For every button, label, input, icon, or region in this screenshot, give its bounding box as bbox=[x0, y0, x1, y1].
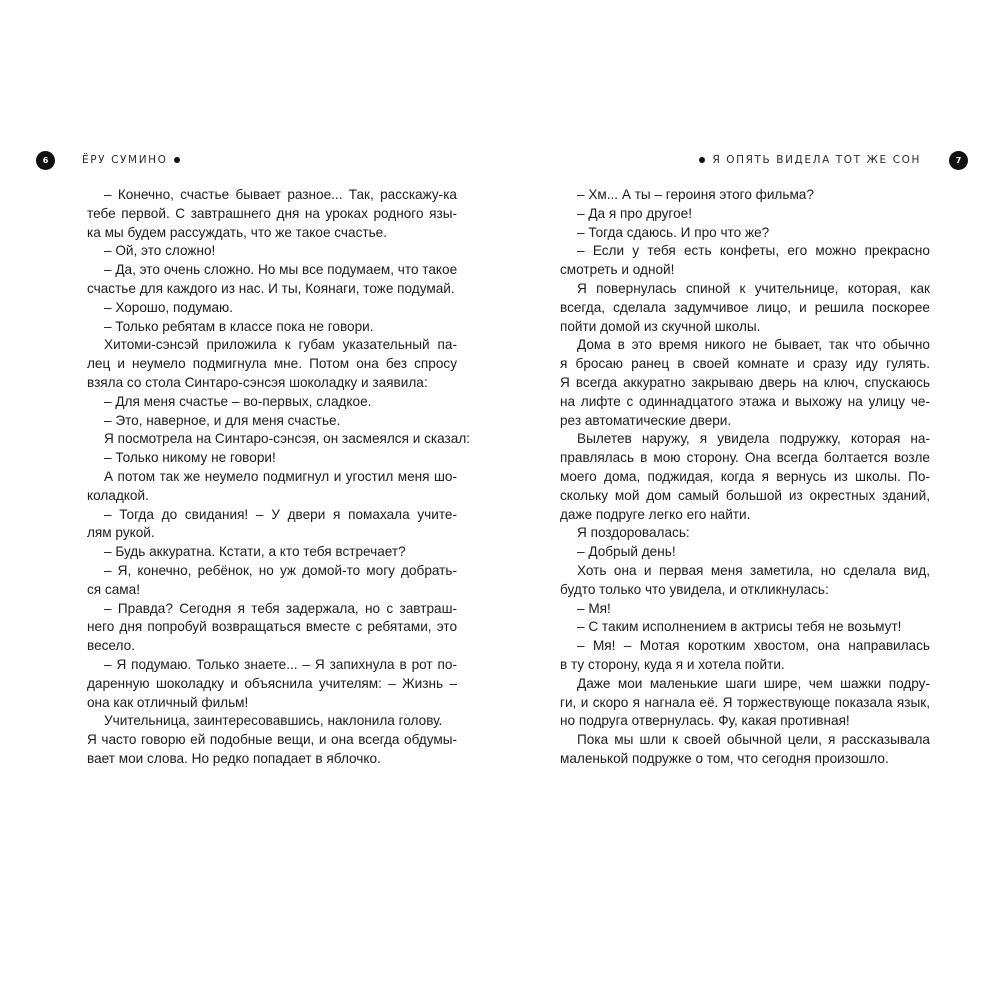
text-line: взяла со стола Синтаро-сэнсэя шоколадку и заявила: bbox=[87, 374, 428, 390]
text-line: смотреть и одной! bbox=[560, 262, 675, 278]
text-line: рез автоматические двери. bbox=[560, 412, 732, 428]
text-line: моего дома, поджидая, когда я вернусь из школы. По- bbox=[560, 468, 930, 484]
text-line: я бросаю ранец в своей комнате и сразу иду гулять. bbox=[560, 356, 930, 372]
text-line: – Правда? Сегодня я тебя задержала, но с завтраш- bbox=[104, 600, 457, 616]
text-line: – Мя! bbox=[577, 600, 611, 616]
text-line: – Да, это очень сложно. Но мы все подумаем, что такое bbox=[104, 262, 458, 278]
text-line: весело. bbox=[87, 638, 135, 654]
text-line: – Ой, это сложно! bbox=[104, 243, 216, 259]
text-line: Я повернулась спиной к учительнице, которая, как bbox=[577, 280, 930, 296]
text-line: будто только что увидела, и откликнулась: bbox=[560, 581, 829, 597]
text-line: вает мои слова. Но редко попадает в яблочко. bbox=[87, 750, 381, 766]
left-page-text bbox=[87, 186, 471, 769]
text-line: Вылетев наружу, я увидела подружку, которая на- bbox=[577, 431, 930, 447]
right-header-dot-icon bbox=[699, 157, 705, 163]
left-page-number: 6 bbox=[36, 151, 55, 170]
text-line: – Если у тебя есть конфеты, его можно прекрасно bbox=[577, 243, 930, 259]
text-line: счастье для каждого из нас. И ты, Коянаги, тоже подумай. bbox=[87, 280, 455, 296]
text-line: на лифте с одиннадцатого этажа и выхожу на улицу че- bbox=[560, 393, 930, 409]
text-line: – С таким исполнением в актрисы тебя не возьмут! bbox=[577, 619, 902, 635]
text-line: – Конечно, счастье бывает разное... Так, расскажу-ка bbox=[104, 187, 457, 202]
text-line: Я часто говорю ей подобные вещи, и она всегда обдумы- bbox=[87, 732, 457, 748]
text-line: всегда, сделала задумчивое лицо, и решила поскорее bbox=[560, 299, 930, 315]
left-running-header bbox=[36, 150, 180, 170]
text-line: – Тогда сдаюсь. И про что же? bbox=[577, 224, 770, 240]
text-line: ка мы будем рассуждать, что же такое счастье. bbox=[87, 224, 388, 240]
text-line: – Я подумаю. Только знаете... – Я запихнула в рот по- bbox=[104, 656, 457, 672]
text-line: – Только ребятам в классе пока не говори. bbox=[104, 318, 374, 334]
text-line: Пока мы шли к своей обычной цели, я рассказывала bbox=[577, 732, 930, 748]
text-line: – Хм... А ты – героиня этого фильма? bbox=[577, 187, 814, 202]
text-line: маленькой подружке о том, что сегодня произошло. bbox=[560, 750, 889, 766]
text-line: А потом так же неумело подмигнул и угостил меня шо- bbox=[104, 468, 457, 484]
text-line: в ту сторону, куда я и хотела пойти. bbox=[560, 656, 785, 672]
text-line: – Это, наверное, и для меня счастье. bbox=[104, 412, 341, 428]
text-line: даже подруге легко его найти. bbox=[560, 506, 751, 522]
text-line: Хоть она и первая меня заметила, но сделала вид, bbox=[577, 562, 930, 578]
text-line: – Добрый день! bbox=[577, 544, 676, 560]
text-line: пойти домой из скучной школы. bbox=[560, 318, 761, 334]
text-line: Хитоми-сэнсэй приложила к губам указательный па- bbox=[104, 337, 457, 353]
text-line: лец и неумело подмигнула мне. Потом она без спросу bbox=[87, 356, 457, 372]
text-line: Учительница, заинтересовавшись, наклонила голову. bbox=[104, 713, 443, 729]
text-line: – Да я про другое! bbox=[577, 205, 692, 221]
text-line: – Будь аккуратна. Кстати, а кто тебя встречает? bbox=[104, 544, 406, 560]
left-header-title: ЁРУ СУМИНО bbox=[82, 154, 168, 166]
right-running-header bbox=[699, 150, 968, 170]
text-line: – Для меня счастье – во-первых, сладкое. bbox=[104, 393, 372, 409]
right-header-title: Я ОПЯТЬ ВИДЕЛА ТОТ ЖЕ СОН bbox=[712, 154, 921, 166]
text-line: Я всегда аккуратно закрываю дверь на ключ, спускаюсь bbox=[560, 374, 930, 390]
text-line: скольку мой дом самый большой из окрестных зданий, bbox=[560, 487, 930, 503]
text-line: – Мя! – Мотая коротким хвостом, она направилась bbox=[577, 638, 930, 654]
right-page-text bbox=[560, 186, 930, 769]
text-line: Я посмотрела на Синтаро-сэнсэя, он засмеялся и сказал: bbox=[104, 431, 471, 447]
text-line: Даже мои маленькие шаги шире, чем шажки подру- bbox=[577, 675, 930, 691]
text-line: лям рукой. bbox=[87, 525, 155, 541]
text-line: правлялась в мою сторону. Она всегда болтается возле bbox=[560, 450, 930, 466]
text-line: даренную шоколадку и объяснила учителям: – Жизнь – bbox=[87, 675, 457, 691]
text-line: но подруга отвернулась. Фу, какая противная! bbox=[560, 713, 850, 729]
text-line: – Тогда до свидания! – У двери я помахала учите- bbox=[104, 506, 457, 522]
text-line: него дня попробуй возвращаться вместе с ребятами, это bbox=[87, 619, 457, 635]
text-line: – Хорошо, подумаю. bbox=[104, 299, 234, 315]
text-line: ся сама! bbox=[87, 581, 140, 597]
text-line: – Я, конечно, ребёнок, но уж домой-то могу добрать- bbox=[104, 562, 457, 578]
left-header-dot-icon bbox=[174, 157, 180, 163]
right-page-number: 7 bbox=[949, 151, 968, 170]
text-line: она как отличный фильм! bbox=[87, 694, 249, 710]
text-line: Дома в это время никого не бывает, так что обычно bbox=[577, 337, 930, 353]
text-line: Я поздоровалась: bbox=[577, 525, 690, 541]
text-line: коладкой. bbox=[87, 487, 149, 503]
text-line: тебе первой. С завтрашнего дня на уроках родного язы- bbox=[87, 205, 457, 221]
text-line: ги, и скоро я нагнала её. Я торжествующе показала язык, bbox=[560, 694, 930, 710]
text-line: – Только никому не говори! bbox=[104, 450, 276, 466]
